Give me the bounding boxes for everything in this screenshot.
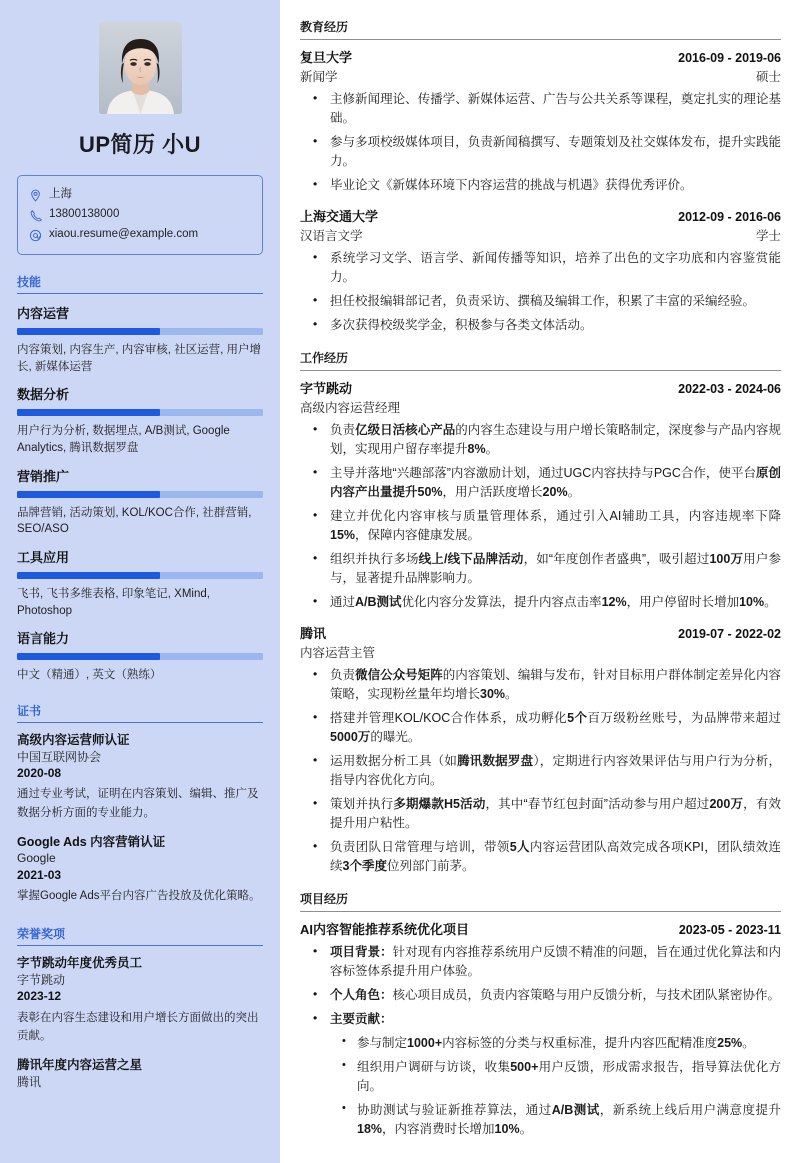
- resume-sidebar: [0, 0, 280, 1163]
- contact-location-value: 上海: [49, 188, 72, 201]
- award-item: [17, 955, 263, 1046]
- contact-phone-value: 13800138000: [49, 208, 120, 221]
- project-bullets: [300, 943, 781, 1139]
- work-date: 2019-07 - 2022-02: [678, 627, 781, 641]
- project-contrib-bullets: [330, 1034, 781, 1139]
- award-title: 腾讯年度内容运营之星: [17, 1057, 143, 1072]
- list-item: • 负责亿级日活核心产品的内容生态建设与用户增长策略制定，深度参与产品内容规划，实现用户留存率提升8%。: [330, 421, 781, 459]
- resume-main: [280, 0, 799, 1163]
- award-org: 腾讯: [17, 1074, 42, 1089]
- certificate-org: Google: [17, 851, 56, 866]
- skill-desc: 用户行为分析, 数据埋点, A/B测试, Google Analytics, 腾讯数据罗盘: [17, 425, 230, 455]
- list-item: • 协助测试与验证新推荐算法，通过A/B测试，新系统上线后用户满意度提升18%，内容消费时长增加10%。: [357, 1101, 781, 1139]
- section-projects: [300, 890, 781, 1139]
- award-org: 字节跳动: [17, 973, 66, 988]
- list-item: • 搭建并管理KOL/KOC合作体系，成功孵化5个百万级粉丝账号，为品牌带来超过5000万的曝光。: [330, 709, 781, 747]
- skill-item: [17, 547, 263, 619]
- skill-bar-track: [17, 653, 263, 660]
- sidebar-section-title-awards: 荣誉奖项: [17, 925, 263, 946]
- education-date: 2016-09 - 2019-06: [678, 51, 781, 65]
- certificate-title: Google Ads 内容营销认证: [17, 834, 166, 849]
- list-item: [330, 1010, 781, 1139]
- sidebar-section-title-skills: 技能: [17, 273, 263, 294]
- contact-location[interactable]: [29, 185, 251, 205]
- list-item: • 毕业论文《新媒体环境下内容运营的挑战与机遇》获得优秀评价。: [330, 176, 781, 195]
- avatar: [99, 22, 182, 114]
- certificate-item: [17, 834, 263, 906]
- project-entry: [300, 919, 781, 1139]
- list-item: • 多次获得校级奖学金，积极参与各类文体活动。: [330, 316, 781, 335]
- skill-bar-track: [17, 409, 263, 416]
- skill-name: 工具应用: [17, 550, 70, 566]
- list-item: • 系统学习文学、语言学、新闻传播等知识，培养了出色的文字功底和内容鉴赏能力。: [330, 249, 781, 287]
- skill-desc: 内容策划, 内容生产, 内容审核, 社区运营, 用户增长, 新媒体运营: [17, 344, 262, 373]
- list-item: • 参与多项校级媒体项目，负责新闻稿撰写、专题策划及社交媒体发布，提升实践能力。: [330, 133, 781, 171]
- person-name: UP简历 小U: [78, 132, 202, 157]
- location-pin-icon: [29, 189, 42, 202]
- project-date: 2023-05 - 2023-11: [678, 923, 781, 937]
- contact-box: [17, 175, 263, 255]
- education-degree: 学士: [755, 229, 781, 243]
- project-name: AI内容智能推荐系统优化项目: [300, 922, 470, 937]
- list-item: • 负责微信公众号矩阵的内容策划、编辑与发布，针对目标用户群体制定差异化内容策略，实现粉丝量年均增长30%。: [330, 666, 781, 704]
- work-date: 2022-03 - 2024-06: [678, 382, 781, 396]
- skill-bar-fill: [17, 653, 160, 660]
- work-role: 内容运营主管: [300, 646, 376, 660]
- certificate-date: 2021-03: [17, 867, 62, 882]
- work-bullets: [300, 666, 781, 876]
- awards-list: [17, 955, 263, 1090]
- skill-bar-fill: [17, 491, 160, 498]
- award-title: 字节跳动年度优秀员工: [17, 956, 143, 971]
- education-bullets: [300, 249, 781, 335]
- list-item: • 组织并执行多场线上/线下品牌活动，如“年度创作者盛典”，吸引超过100万用户参与，显著提升品牌影响力。: [330, 550, 781, 588]
- work-entry: [300, 378, 781, 612]
- skill-desc: 中文（精通）, 英文（熟练）: [17, 669, 162, 682]
- work-role: 高级内容运营经理: [300, 401, 401, 415]
- skill-bar-fill: [17, 328, 160, 335]
- skill-item: [17, 628, 263, 684]
- work-bullets: [300, 421, 781, 612]
- skill-bar-fill: [17, 409, 160, 416]
- list-item: • 策划并执行多期爆款H5活动，其中“春节红包封面”活动参与用户超过200万，有效提升用户粘性。: [330, 795, 781, 833]
- award-item: [17, 1057, 263, 1090]
- skill-bar-track: [17, 572, 263, 579]
- list-item: • 主修新闻理论、传播学、新媒体运营、广告与公共关系等课程，奠定扎实的理论基础。: [330, 90, 781, 128]
- skill-desc: 品牌营销, 活动策划, KOL/KOC合作, 社群营销, SEO/ASO: [17, 506, 252, 536]
- education-school: 上海交通大学: [300, 209, 379, 224]
- skill-bar-fill: [17, 572, 160, 579]
- email-at-icon: [29, 229, 42, 242]
- phone-icon: [29, 209, 42, 222]
- award-desc: 表彰在内容生态建设和用户增长方面做出的突出贡献。: [17, 1011, 259, 1043]
- skill-name: 数据分析: [17, 387, 70, 403]
- certificate-title: 高级内容运营师认证: [17, 733, 130, 748]
- work-company: 腾讯: [300, 626, 327, 641]
- education-major: 新闻学: [300, 70, 338, 84]
- list-item: • 负责团队日常管理与培训，带领5人内容运营团队高效完成各项KPI，团队绩效连续3个季度位列部门前茅。: [330, 838, 781, 876]
- education-entry: [300, 206, 781, 335]
- education-entry: [300, 47, 781, 195]
- section-title-education: 教育经历: [300, 18, 781, 40]
- skill-name: 语言能力: [17, 631, 70, 647]
- list-item: • 项目背景：针对现有内容推荐系统用户反馈不精准的问题，旨在通过优化算法和内容标签体系提升用户体验。: [330, 943, 781, 981]
- skill-desc: 飞书, 飞书多维表格, 印象笔记, XMind, Photoshop: [17, 588, 210, 617]
- work-company: 字节跳动: [300, 381, 353, 396]
- education-school: 复旦大学: [300, 50, 353, 65]
- skill-bar-track: [17, 328, 263, 335]
- project-contrib-label: 主要贡献：: [330, 1012, 393, 1026]
- skill-item: [17, 303, 263, 375]
- education-date: 2012-09 - 2016-06: [678, 210, 781, 224]
- section-title-work: 工作经历: [300, 349, 781, 371]
- certificates-list: [17, 732, 263, 905]
- sidebar-section-title-certificates: 证书: [17, 702, 263, 723]
- list-item: • 建立并优化内容审核与质量管理体系，通过引入AI辅助工具，内容违规率下降15%，保障内容健康发展。: [330, 507, 781, 545]
- certificate-item: [17, 732, 263, 823]
- contact-phone[interactable]: [29, 205, 251, 225]
- certificate-desc: 掌握Google Ads平台内容广告投放及优化策略。: [17, 889, 261, 902]
- avatar-wrapper: [17, 22, 263, 114]
- contact-email-value: xiaou.resume@example.com: [49, 228, 199, 241]
- certificate-date: 2020-08: [17, 766, 62, 781]
- list-item: • 组织用户调研与访谈，收集500+用户反馈，形成需求报告，指导算法优化方向。: [357, 1058, 781, 1096]
- section-work: [300, 349, 781, 876]
- list-item: • 运用数据分析工具（如腾讯数据罗盘），定期进行内容效果评估与用户行为分析，指导内容优化方向。: [330, 752, 781, 790]
- list-item: • 担任校报编辑部记者，负责采访、撰稿及编辑工作，积累了丰富的采编经验。: [330, 292, 781, 311]
- skill-bar-track: [17, 491, 263, 498]
- contact-email[interactable]: [29, 225, 251, 245]
- list-item: • 通过A/B测试优化内容分发算法，提升内容点击率12%，用户停留时长增加10%。: [330, 593, 781, 612]
- portrait-photo-icon: [99, 22, 182, 114]
- skill-name: 内容运营: [17, 306, 70, 321]
- list-item: • 个人角色：核心项目成员，负责内容策略与用户反馈分析，与技术团队紧密协作。: [330, 986, 781, 1005]
- skill-item: [17, 466, 263, 538]
- list-item: • 主导并落地“兴趣部落”内容激励计划，通过UGC内容扶持与PGC合作，使平台原创内容产出量提升50%，用户活跃度增长20%。: [330, 464, 781, 502]
- section-title-projects: 项目经历: [300, 890, 781, 912]
- education-bullets: [300, 90, 781, 195]
- certificate-desc: 通过专业考试，证明在内容策划、编辑、推广及数据分析方面的专业能力。: [17, 788, 259, 819]
- certificate-org: 中国互联网协会: [17, 749, 102, 764]
- work-entry: [300, 623, 781, 876]
- award-date: 2023-12: [17, 989, 62, 1004]
- list-item: • 参与制定1000+内容标签的分类与权重标准，提升内容匹配精准度25%。: [357, 1034, 781, 1053]
- education-major: 汉语言文学: [300, 229, 363, 243]
- skill-name: 营销推广: [17, 468, 70, 484]
- skills-list: [17, 303, 263, 684]
- skill-item: [17, 384, 263, 456]
- education-degree: 硕士: [755, 70, 781, 84]
- section-education: [300, 18, 781, 335]
